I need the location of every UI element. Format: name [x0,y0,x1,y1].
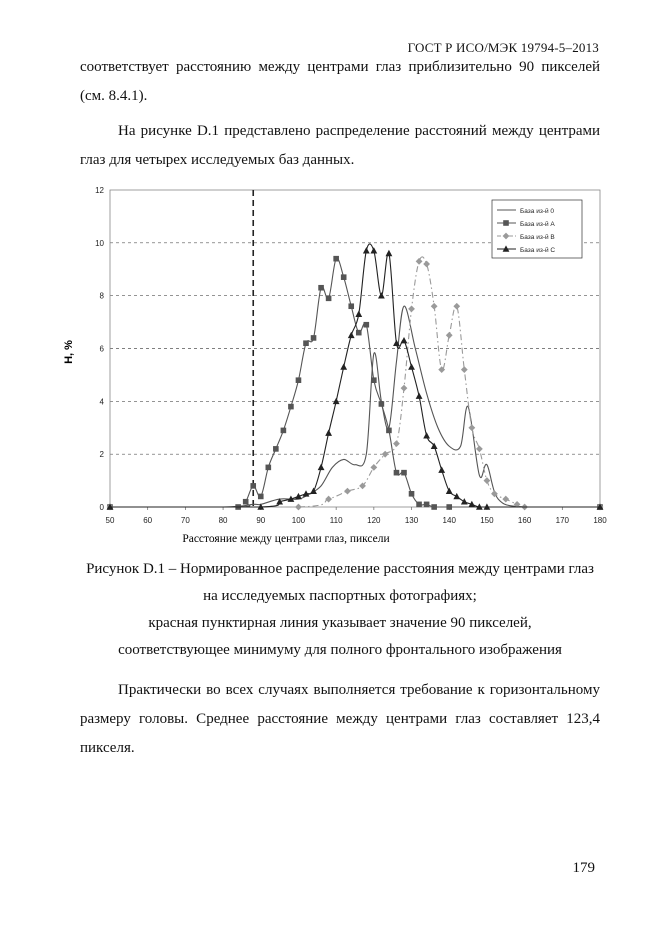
data-point [340,363,347,369]
y-axis-label: H, % [63,340,75,364]
chart-legend [492,200,582,258]
eye-distance-chart [60,180,620,550]
data-point [409,491,415,497]
data-point [438,466,445,472]
paragraph-1-line-1: соответствует расстоянию между центрами глаз приблизительно 90 пикселей [80,59,600,75]
x-tick-label: 60 [143,516,153,525]
legend-marker [503,220,509,226]
data-point [344,488,351,495]
data-point [408,363,415,369]
data-point [281,428,287,434]
series-line [110,306,600,507]
data-point [431,504,437,510]
figure-caption-line-3: красная пунктирная линия указывает значение 90 пикселей, [148,615,532,631]
x-tick-label: 80 [218,516,228,525]
data-point [423,261,430,268]
x-tick-label: 150 [480,516,494,525]
y-tick-label: 0 [99,503,104,512]
legend-label: База из-й 0 [520,208,555,215]
series-line [110,257,600,507]
paragraph-3-line-3: пикселя. [80,740,135,756]
x-tick-label: 170 [555,516,569,525]
series-line [110,244,600,507]
figure-caption-line-1: Рисунок D.1 – Нормированное распределение расстояния между центрами глаз [86,561,594,577]
series-0 [110,306,600,507]
data-point [325,496,332,503]
data-point [266,465,272,471]
data-point [311,335,317,341]
figure-caption-line-4: соответствующее минимуму для полного фронтального изображения [118,642,562,658]
paragraph-2-line-1: На рисунке D.1 представлено распределение расстояний между центрами [118,123,600,139]
legend-label: База из-й C [520,247,556,254]
data-point [401,470,407,476]
data-point [453,303,460,310]
data-point [318,464,325,470]
data-point [364,322,370,328]
x-tick-label: 110 [329,516,343,525]
data-point [468,424,475,431]
data-point [476,445,483,452]
data-point [446,504,452,510]
data-point [401,337,408,343]
data-point [379,401,385,407]
x-tick-label: 100 [291,516,306,525]
y-tick-label: 12 [95,186,104,195]
x-tick-label: 50 [105,516,115,525]
page-number: 179 [572,860,595,876]
y-tick-label: 10 [95,238,104,248]
data-point [453,493,460,499]
data-point [303,340,309,346]
data-point [341,274,347,280]
data-point [250,483,256,489]
paragraph-3-line-1: Практически во всех случаях выполняется требование к горизонтальному [118,682,600,698]
x-tick-label: 130 [404,516,419,525]
data-point [416,392,423,398]
data-point [394,470,400,476]
chart-series-layer [107,244,604,510]
paragraph-3-line-2: размеру головы. Среднее расстояние между центрами глаз составляет 123,4 [80,711,600,727]
x-tick-label: 180 [593,516,607,525]
data-point [386,250,393,256]
x-tick-label: 120 [367,516,381,525]
data-point [446,332,453,339]
data-point [446,488,453,494]
data-point [502,496,509,503]
document-header: ГОСТ Р ИСО/МЭК 19794-5–2013 [407,40,599,55]
data-point [378,292,385,298]
legend-label: База из-й A [520,221,555,228]
data-point [370,247,377,253]
data-point [424,502,430,508]
data-point [326,296,332,302]
paragraph-2-line-2: глаз для четырех исследуемых баз данных. [80,152,355,168]
series-2 [107,257,604,511]
data-point [243,499,249,505]
data-point [363,247,370,253]
series-1 [107,256,603,510]
x-tick-label: 160 [517,516,532,525]
data-point [258,494,264,500]
data-point [296,377,302,383]
data-point [370,464,377,471]
data-point [416,502,422,508]
data-point [356,330,362,336]
data-point [408,305,415,312]
data-point [318,285,324,291]
x-tick-label: 140 [442,516,456,525]
data-point [325,429,332,435]
data-point [333,398,340,404]
data-point [348,332,355,338]
data-point [401,385,408,392]
chart-grid [110,243,600,454]
data-point [273,446,279,452]
data-point [423,432,430,438]
data-point [461,366,468,373]
y-tick-label: 6 [99,344,104,354]
data-point [348,303,354,309]
x-axis-label: Расстояние между центрами глаз, пиксели [182,533,390,545]
data-point [484,477,491,484]
y-tick-label: 8 [99,291,104,301]
data-point [295,504,302,511]
x-tick-label: 70 [180,516,190,525]
data-point [393,440,400,447]
data-point [386,428,392,434]
paragraph-1-line-2: (см. 8.4.1). [80,88,148,104]
x-tick-label: 90 [256,516,266,525]
data-point [461,498,468,504]
y-tick-label: 2 [99,450,104,460]
y-tick-label: 4 [99,397,104,407]
figure-caption-line-2: на исследуемых паспортных фотографиях; [203,588,477,604]
data-point [333,256,339,262]
data-point [416,258,423,265]
data-point [371,377,377,383]
data-point [288,404,294,410]
data-point [355,311,362,317]
legend-label: База из-й B [520,234,555,241]
data-point [431,303,438,310]
series-3 [107,244,604,510]
